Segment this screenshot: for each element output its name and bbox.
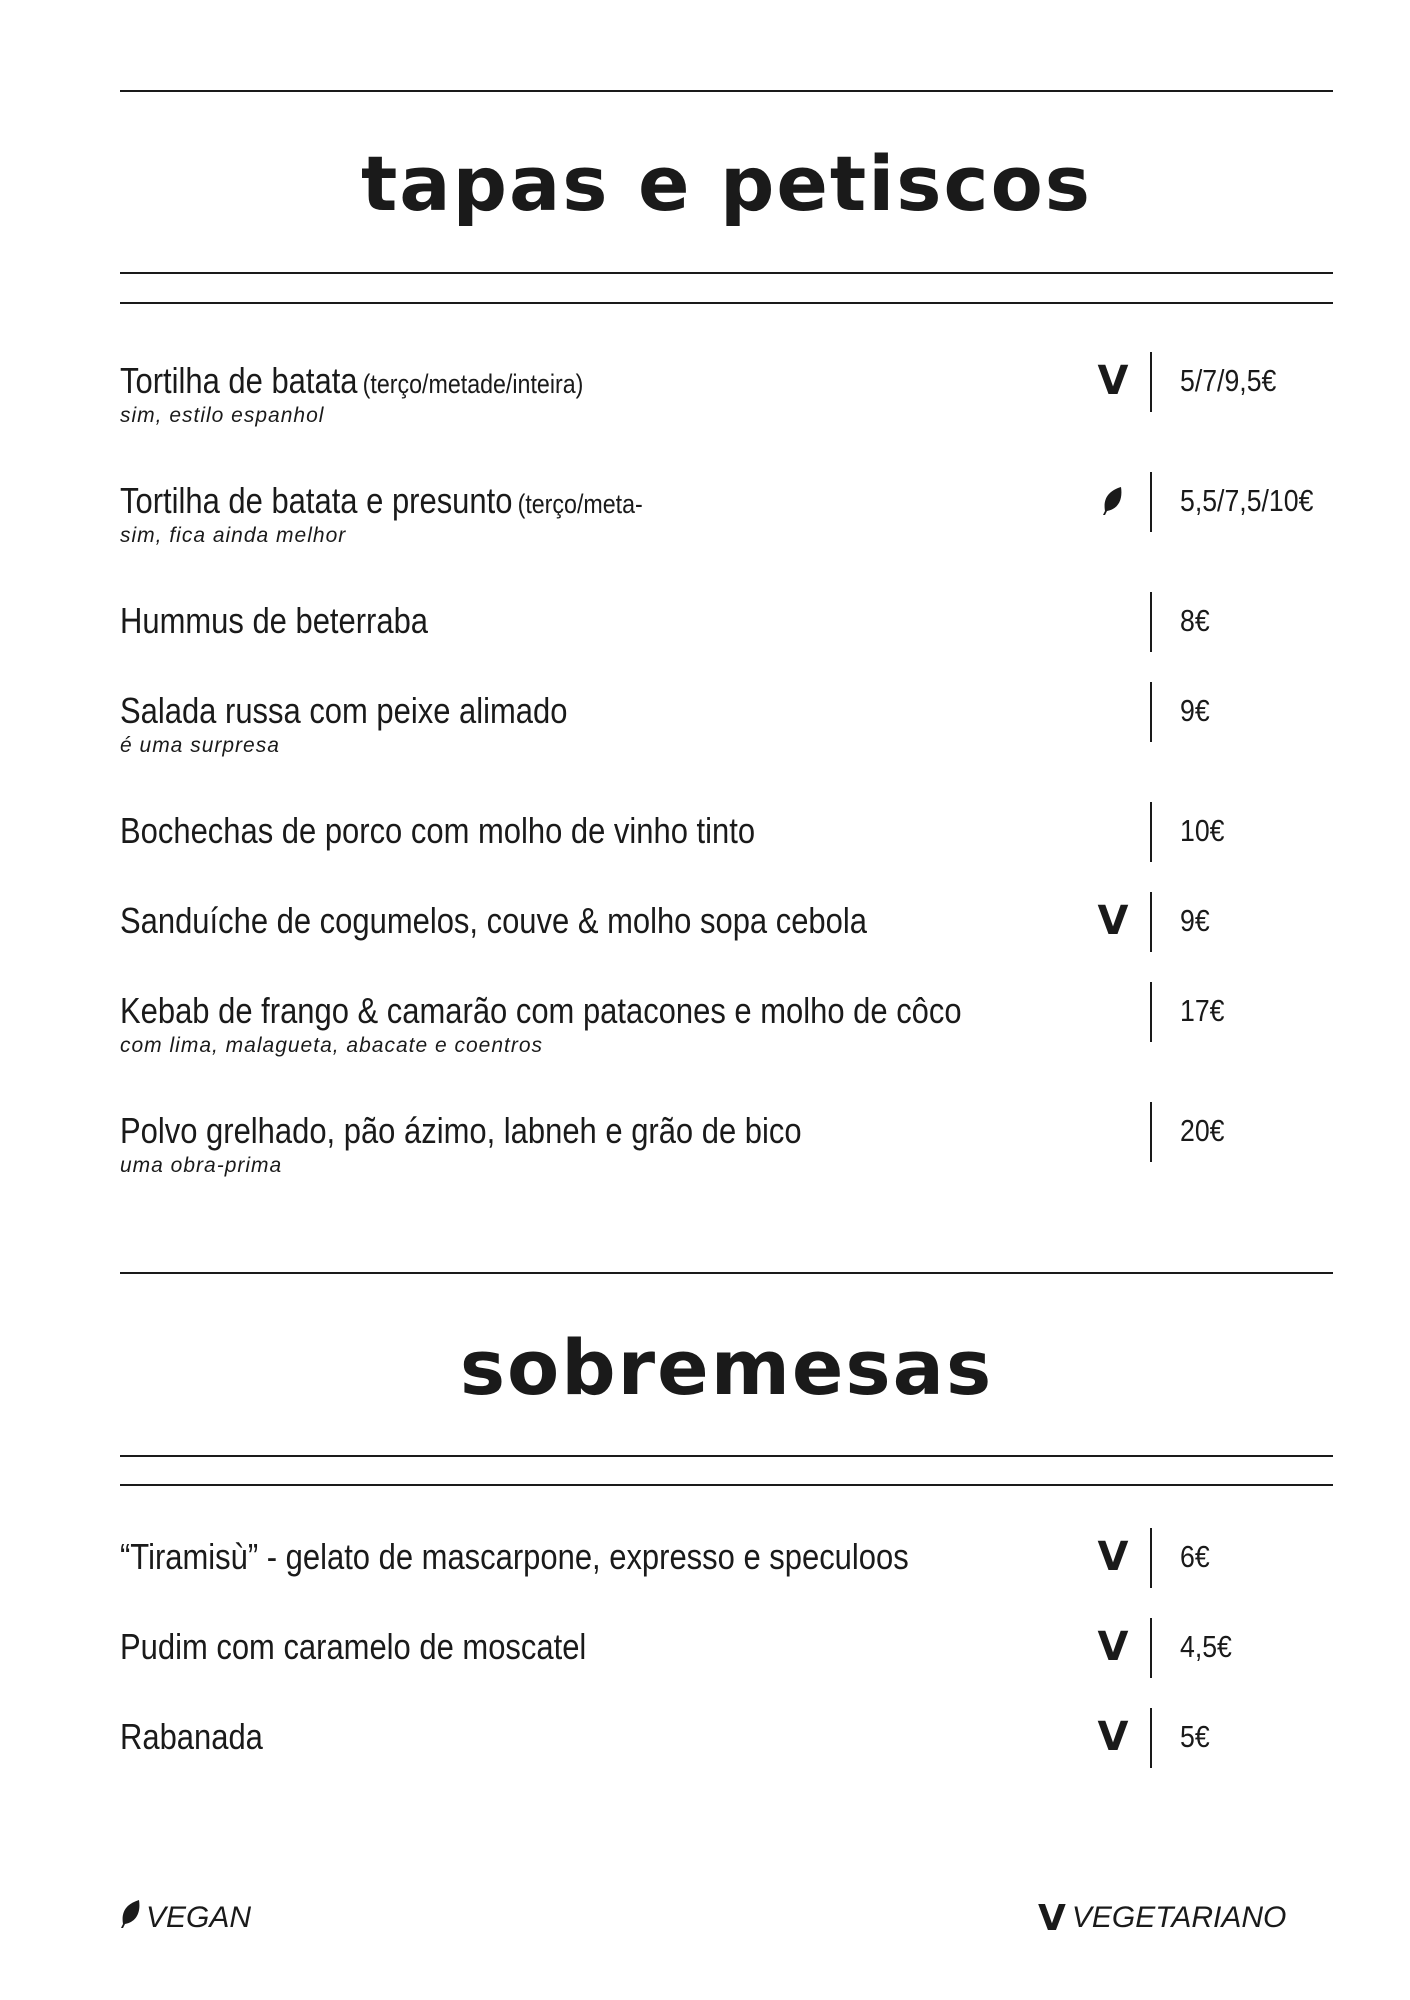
item-price: 10€ [1180,813,1225,848]
top-rule [120,90,1333,92]
item-name [120,480,643,525]
price-divider [1150,1528,1152,1588]
item-name-text: Tortilha de batata [120,360,358,401]
item-price: 9€ [1180,903,1210,938]
item-description: sim, estilo espanhol [120,404,325,427]
menu-item [120,900,1333,962]
legend-vegan [120,1898,251,1938]
item-price: 5€ [1180,1719,1210,1754]
price-divider [1150,472,1152,532]
title-rule-lower-4 [120,1484,1333,1486]
item-name [120,1716,263,1758]
item-name-text: Pudim com caramelo de moscatel [120,1626,587,1667]
item-price: 6€ [1180,1539,1210,1574]
menu-item [120,690,1333,757]
menu-item [120,810,1333,872]
item-price: 8€ [1180,603,1210,638]
price-divider [1150,352,1152,412]
price-divider [1150,982,1152,1042]
item-name [120,810,755,852]
legend-vegan-label: VEGAN [146,1901,252,1934]
title-rule-lower-1 [120,272,1333,274]
price-divider [1150,802,1152,862]
price-divider [1150,1708,1152,1768]
legend-vegetarian-label: VEGETARIANO [1071,1901,1287,1934]
menu-item [120,600,1333,662]
item-price: 20€ [1180,1113,1225,1148]
menu-item [120,358,1333,427]
price-divider [1150,592,1152,652]
vegetarian-v-icon: V [1097,898,1129,944]
item-name-text: Kebab de frango & camarão com patacones e molho de côco [120,990,962,1031]
vegetarian-v-icon: V [1097,358,1129,404]
price-divider [1150,1618,1152,1678]
vegetarian-v-icon: V [1038,1897,1066,1939]
vegetarian-v-icon: V [1097,1534,1129,1580]
item-price: 17€ [1180,993,1225,1028]
section-divider-rule [120,1272,1333,1274]
item-description: sim, fica ainda melhor [120,524,347,547]
item-name [120,990,962,1032]
leaf-icon [120,1899,142,1937]
item-name-text: Hummus de beterraba [120,600,429,641]
item-price: 5,5/7,5/10€ [1180,483,1314,518]
section-title-sobremesas: sobremesas [459,1323,994,1412]
item-name-text: Salada russa com peixe alimado [120,690,568,731]
item-description: com lima, malagueta, abacate e coentros [120,1034,544,1057]
vegetarian-v-icon: V [1097,1624,1129,1670]
item-description: uma obra-prima [120,1154,283,1177]
item-name-text: Tortilha de batata e presunto [120,480,513,521]
title-rule-lower-2 [120,302,1333,304]
menu-item [120,1536,1333,1598]
menu-item [120,990,1333,1057]
title-rule-lower-3 [120,1455,1333,1457]
item-name-text: Polvo grelhado, pão ázimo, labneh e grão de bico [120,1110,802,1151]
price-divider [1150,1102,1152,1162]
item-name-text: Sanduíche de cogumelos, couve & molho sopa cebola [120,900,867,941]
menu-item [120,1716,1333,1778]
item-portion-note: (terço/meta- [517,489,643,519]
legend-vegetarian [1038,1898,1286,1938]
item-name [120,600,428,642]
menu-item [120,1626,1333,1688]
item-name-text: Rabanada [120,1716,263,1757]
item-portion-note: (terço/metade/inteira) [362,369,584,399]
item-name-text: “Tiramisù” - gelato de mascarpone, expresso e speculoos [120,1536,909,1577]
menu-item [120,480,1333,547]
item-price: 9€ [1180,693,1210,728]
item-name [120,360,583,405]
item-name-text: Bochechas de porco com molho de vinho tinto [120,810,756,851]
item-description: é uma surpresa [120,734,280,757]
vegetarian-v-icon: V [1097,1714,1129,1760]
price-divider [1150,892,1152,952]
menu-item [120,1110,1333,1177]
item-name [120,690,567,732]
item-price: 5/7/9,5€ [1180,363,1277,398]
section-title-tapas: tapas e petiscos [360,139,1093,228]
leaf-icon [1100,480,1126,522]
price-divider [1150,682,1152,742]
item-name [120,1110,802,1152]
item-price: 4,5€ [1180,1629,1232,1664]
item-name [120,1626,586,1668]
item-name [120,1536,909,1578]
item-name [120,900,867,942]
